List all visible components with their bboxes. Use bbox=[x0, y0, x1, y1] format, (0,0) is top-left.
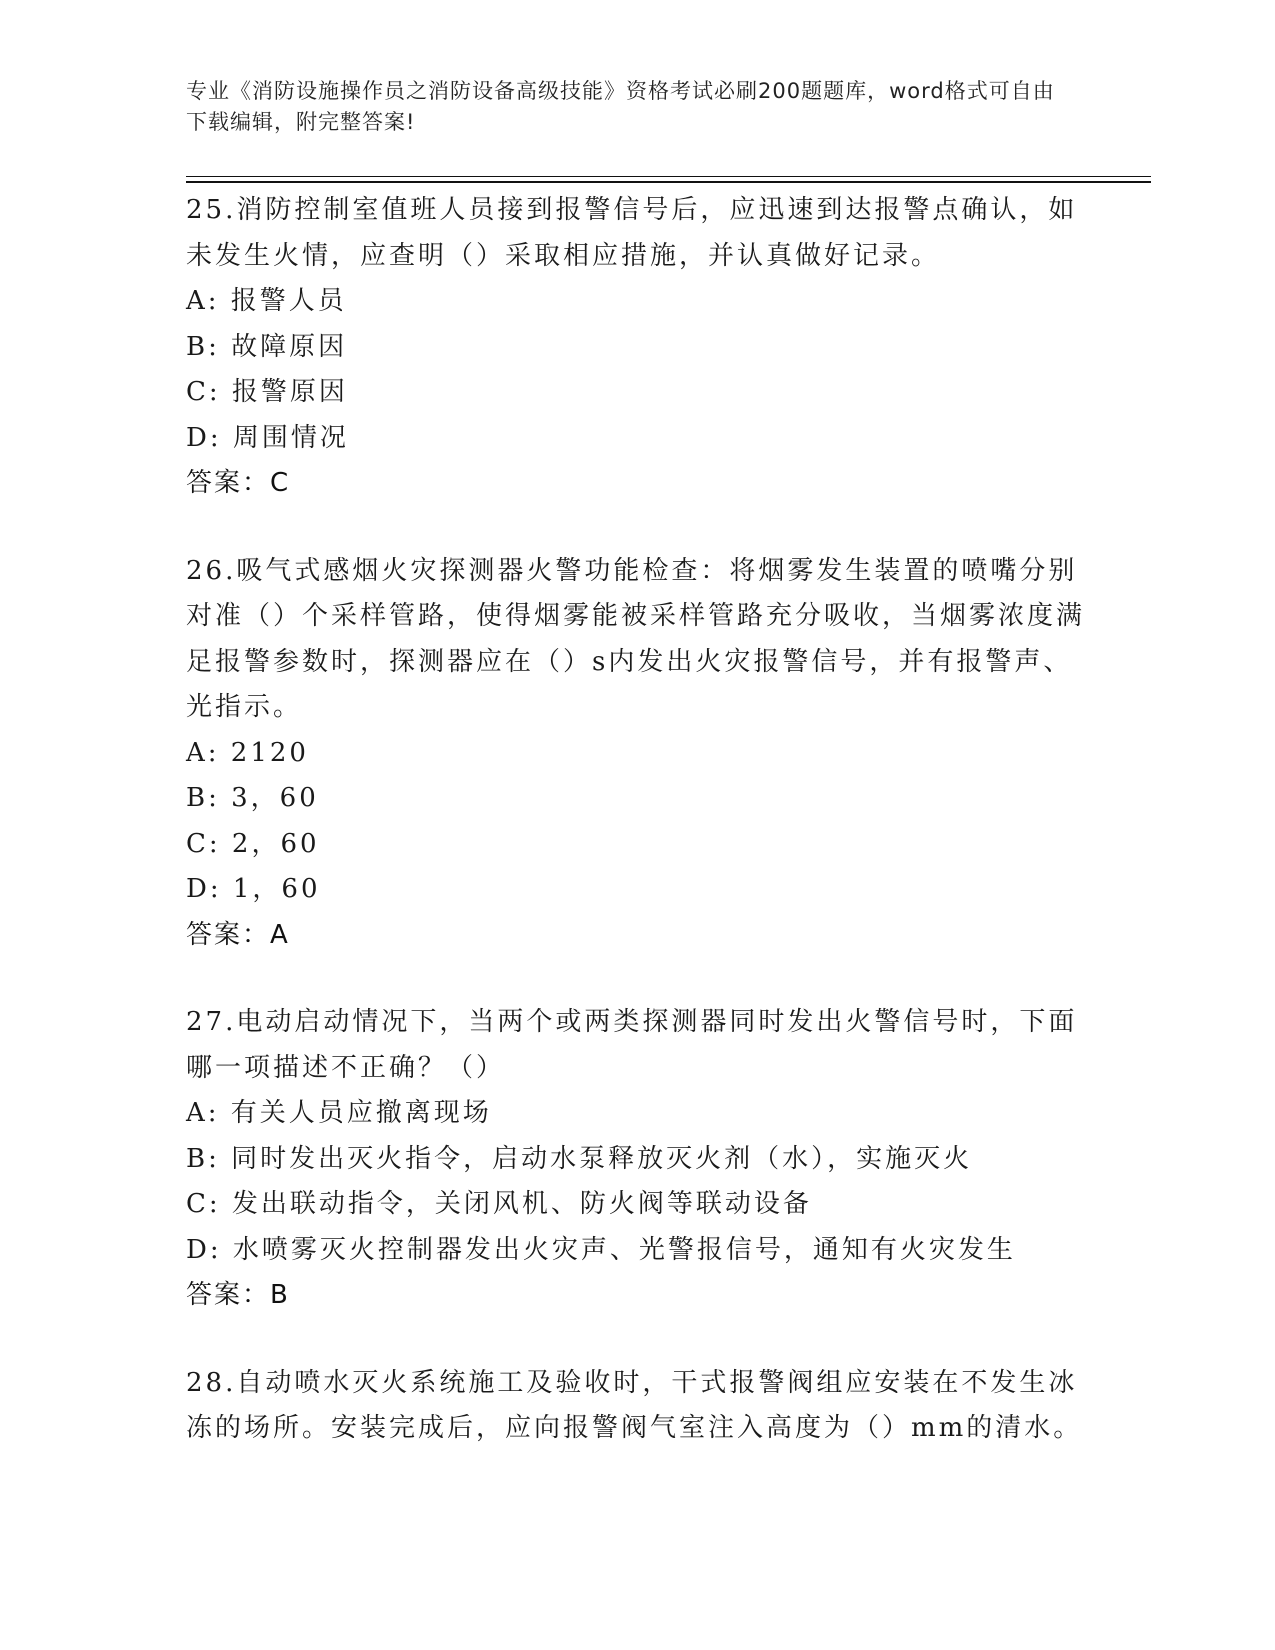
question-text: 27.电动启动情况下，当两个或两类探测器同时发出火警信号时，下面哪一项描述不正确？（） bbox=[186, 1007, 1078, 1083]
question-27 bbox=[186, 1000, 1086, 1319]
question-26 bbox=[186, 549, 1086, 959]
option-d: D: 水喷雾灭火控制器发出火灾声、光警报信号，通知有火灾发生 bbox=[186, 1234, 1016, 1265]
answer-line: 答案：C bbox=[186, 468, 291, 498]
option-d: D: 周围情况 bbox=[186, 422, 349, 453]
document-header-note: 专业《消防设施操作员之消防设备高级技能》资格考试必刷200题题库，word格式可自由下载编辑，附完整答案! bbox=[186, 79, 1055, 134]
question-text: 25.消防控制室值班人员接到报警信号后，应迅速到达报警点确认，如未发生火情，应查明（）采取相应措施，并认真做好记录。 bbox=[186, 195, 1078, 271]
option-c: C: 报警原因 bbox=[186, 377, 348, 407]
answer-line: 答案：A bbox=[186, 919, 290, 950]
option-a: A: 有关人员应撤离现场 bbox=[186, 1098, 492, 1128]
answer-line: 答案：B bbox=[186, 1280, 290, 1310]
option-c: C: 2，60 bbox=[186, 828, 320, 859]
option-a: A: 报警人员 bbox=[186, 286, 347, 316]
question-text: 26.吸气式感烟火灾探测器火警功能检查：将烟雾发生装置的喷嘴分别对准（）个采样管路，使得烟雾能被采样管路充分吸收，当烟雾浓度满足报警参数时，探测器应在（）s内发出火灾报警信号，并有报警声、光指示。 bbox=[186, 555, 1086, 722]
option-d: D: 1，60 bbox=[186, 874, 321, 904]
question-28 bbox=[186, 1361, 1086, 1452]
option-b: B: 故障原因 bbox=[186, 331, 348, 362]
option-b: B: 同时发出灭火指令，启动水泵释放灭火剂（水），实施灭火 bbox=[186, 1143, 973, 1174]
header-divider-thin bbox=[186, 176, 1151, 177]
option-a: A: 2120 bbox=[186, 737, 309, 768]
question-text: 28.自动喷水灭火系统施工及验收时，干式报警阀组应安装在不发生冰冻的场所。安装完成后，应向报警阀气室注入高度为（）mm的清水。 bbox=[186, 1367, 1083, 1443]
header-divider-thick bbox=[186, 181, 1151, 183]
question-list bbox=[186, 188, 1086, 1494]
question-25 bbox=[186, 188, 1086, 507]
option-b: B: 3，60 bbox=[186, 783, 319, 813]
option-c: C: 发出联动指令，关闭风机、防火阀等联动设备 bbox=[186, 1189, 812, 1219]
